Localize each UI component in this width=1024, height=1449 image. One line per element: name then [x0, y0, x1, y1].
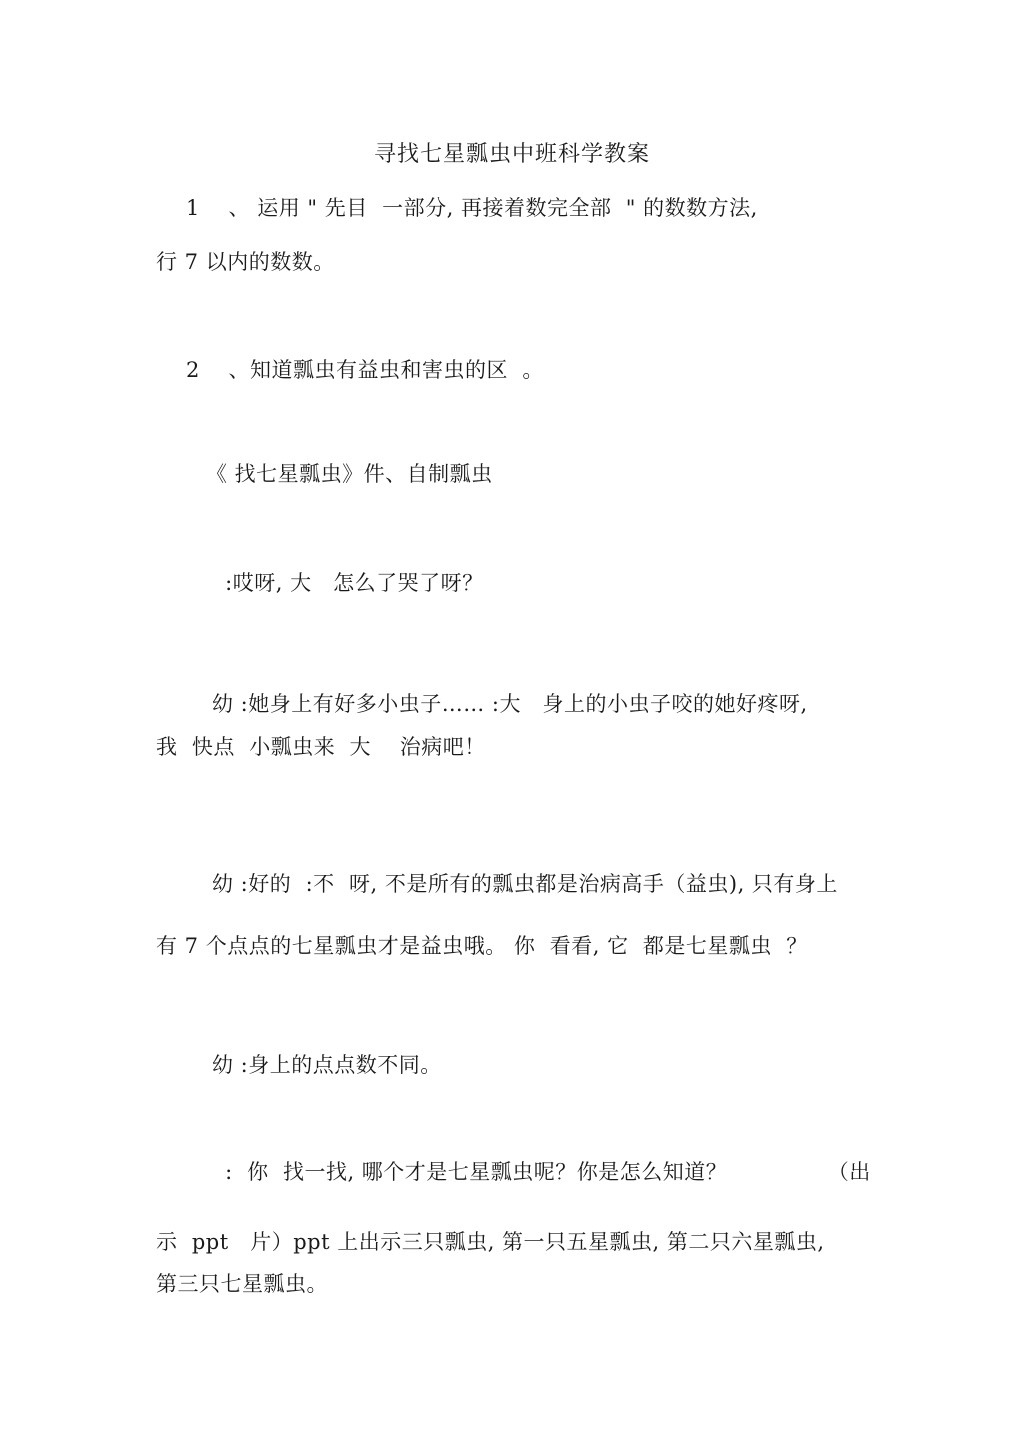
paragraph-line-9: 有 7 个点点的七星瓢虫才是益虫哦。 你 看看, 它 都是七星瓢虫 ？ — [156, 934, 808, 958]
paragraph-line-11: : 你 找一找, 哪个才是七星瓢虫呢？你是怎么知道？ （出 — [218, 1160, 871, 1184]
paragraph-line-13: 第三只七星瓢虫。 — [156, 1272, 328, 1296]
document-title: 寻找七星瓢虫中班科学教案 — [373, 142, 650, 167]
paragraph-line-4: 《 找七星瓢虫》件、自制瓢虫 — [206, 462, 493, 486]
paragraph-line-10: 幼 :身上的点点数不同。 — [212, 1053, 442, 1077]
paragraph-line-1: 1 、 运用 " 先目 一部分, 再接着数完全部 " 的数数方法, — [186, 196, 758, 220]
paragraph-line-3: 2 、知道瓢虫有益虫和害虫的区 。 — [186, 358, 544, 382]
paragraph-line-2: 行 7 以内的数数。 — [156, 250, 335, 274]
paragraph-line-12: 示 ppt 片）ppt 上出示三只瓢虫, 第一只五星瓢虫, 第二只六星瓢虫, — [156, 1230, 825, 1254]
paragraph-line-5: :哎呀, 大 怎么了哭了呀？ — [218, 571, 484, 595]
paragraph-line-7: 我 快点 小瓢虫来 大 治病吧！ — [156, 735, 486, 759]
paragraph-line-6: 幼 :她身上有好多小虫子…… :大 身上的小虫子咬的她好疼呀, — [212, 692, 808, 716]
paragraph-line-8: 幼 :好的 :不 呀, 不是所有的瓢虫都是治病高手（益虫), 只有身上 — [212, 872, 838, 896]
